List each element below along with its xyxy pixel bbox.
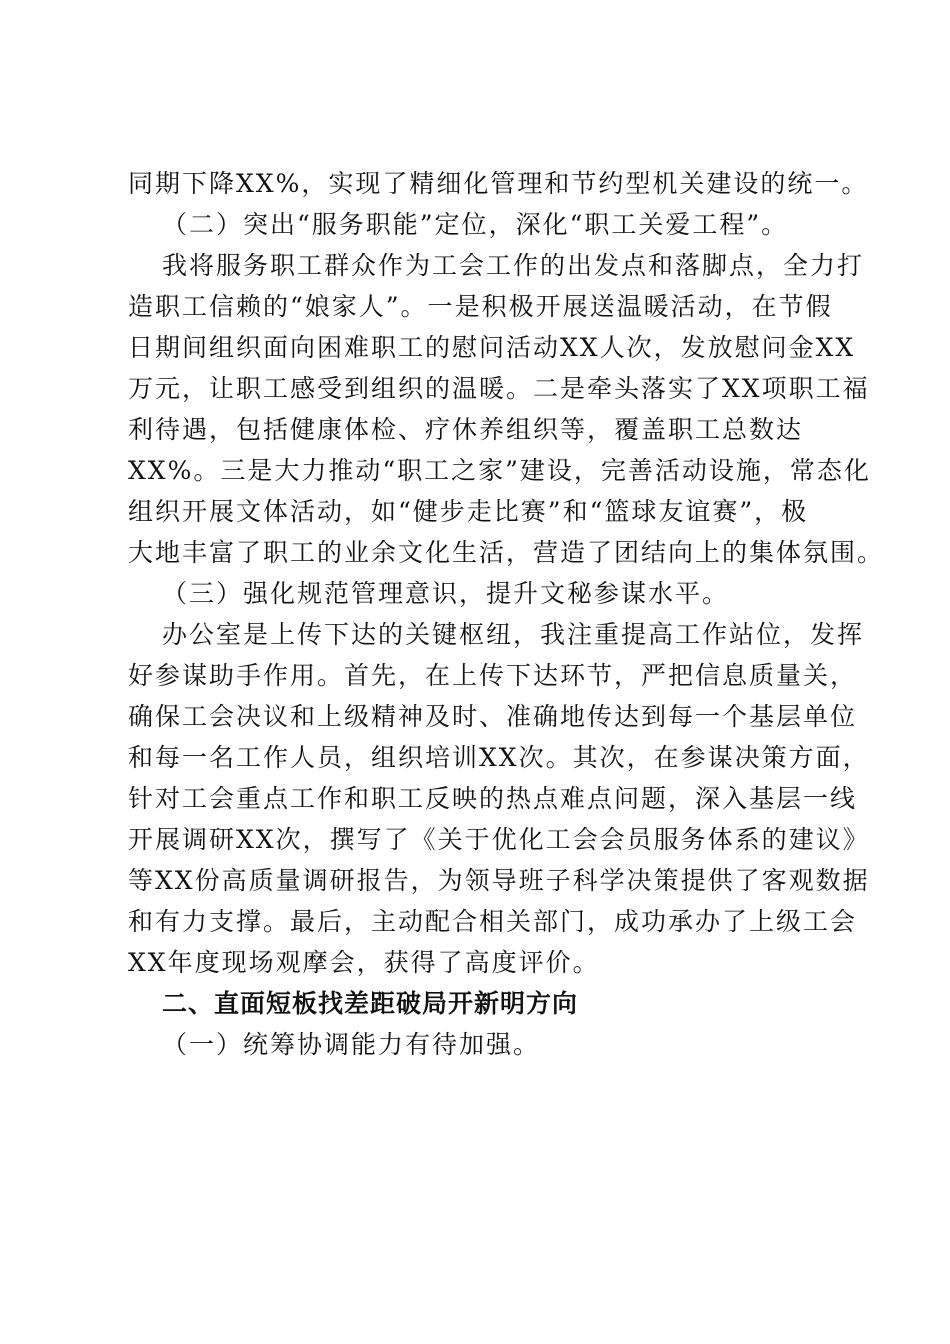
text-line: 确保工会决议和上级精神及时、准确地传达到每一个基层单位 [128, 702, 858, 731]
text-line: XX年度现场观摩会，获得了高度评价。 [128, 948, 600, 977]
text-line: 大地丰富了职工的业余文化生活，营造了团结向上的集体氛围。 [128, 538, 885, 567]
paragraph-office-work [128, 614, 870, 983]
text-line: 等XX份高质量调研报告，为领导班子科学决策提供了客观数据 [128, 866, 870, 895]
text-line: 针对工会重点工作和职工反映的热点难点问题，深入基层一线 [128, 784, 858, 813]
document-body [128, 163, 885, 1065]
text-line: 同期下降XX%，实现了精细化管理和节约型机关建设的统一。 [128, 169, 869, 198]
paragraph-cost-reduction [128, 163, 869, 204]
text-line: XX%。三是大力推动“职工之家”建设，完善活动设施，常态化 [128, 456, 871, 485]
subheading-coordination: （一）统筹协调能力有待加强。 [162, 1030, 541, 1059]
text-line: 办公室是上传下达的关键枢纽，我注重提高工作站位，发挥 [162, 620, 865, 649]
text-line: 我将服务职工群众作为工会工作的出发点和落脚点，全力打 [162, 251, 865, 280]
text-line: 好参谋助手作用。首先，在上传下达环节，严把信息质量关， [128, 661, 858, 690]
text-line: 和有力支撑。最后，主动配合相关部门，成功承办了上级工会 [128, 907, 858, 936]
text-line: 和每一名工作人员，组织培训XX次。其次，在参谋决策方面， [128, 743, 870, 772]
text-line: 开展调研XX次，撰写了《关于优化工会会员服务体系的建议》 [128, 825, 870, 854]
subheading-service-function: （二）突出“服务职能”定位，深化“职工关爱工程”。 [162, 210, 789, 239]
section-heading-2: 二、直面短板找差距破局开新明方向 [162, 989, 579, 1018]
text-line: 万元，让职工感受到组织的温暖。二是牵头落实了XX项职工福 [128, 374, 870, 403]
subheading-management: （三）强化规范管理意识，提升文秘参谋水平。 [162, 579, 730, 608]
text-line: 造职工信赖的“娘家人”。一是积极开展送温暖活动，在节假 [128, 292, 833, 321]
text-line: 利待遇，包括健康体检、疗休养组织等，覆盖职工总数达 [128, 415, 804, 444]
paragraph-worker-care [128, 245, 885, 573]
text-line: 组织开展文体活动，如“健步走比赛”和“篮球友谊赛”，极 [128, 497, 809, 526]
text-line: 日期间组织面向困难职工的慰问活动XX人次，发放慰问金XX [128, 333, 856, 362]
